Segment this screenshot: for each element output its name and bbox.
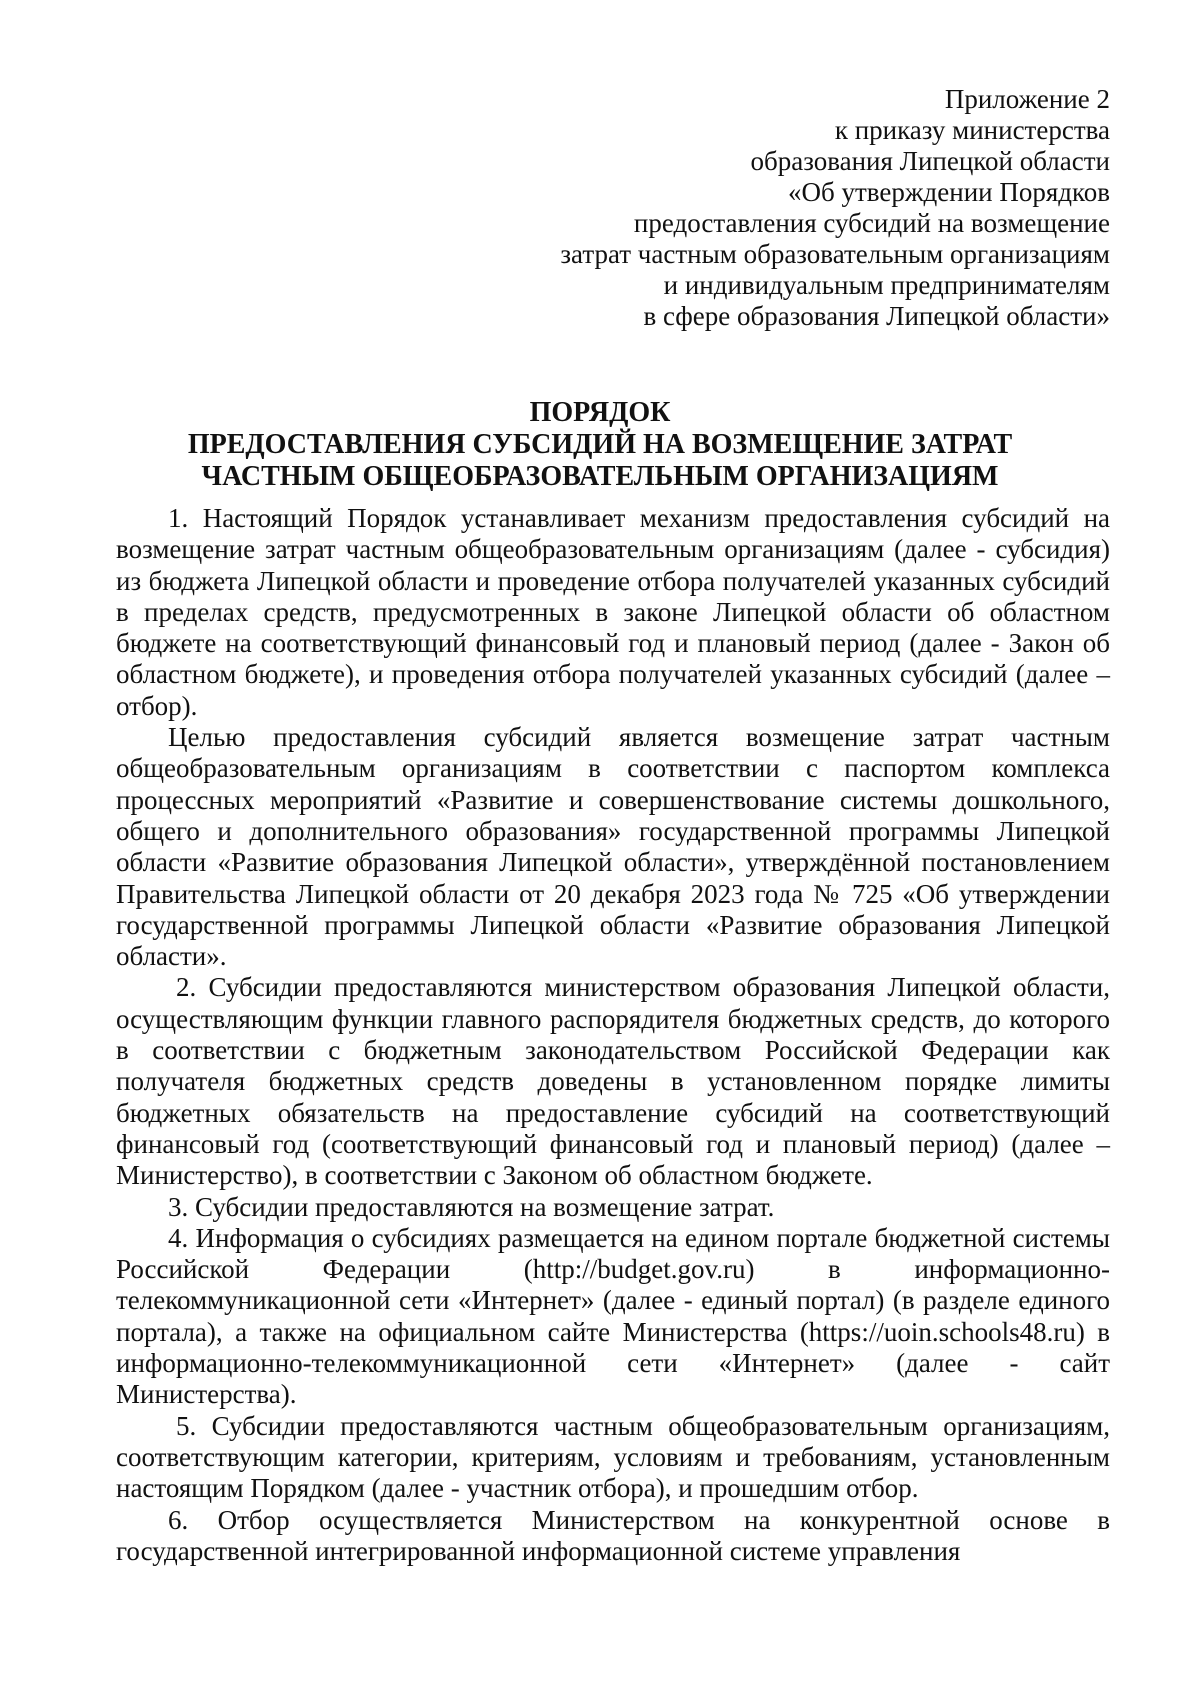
appendix-line: в сфере образования Липецкой области»	[643, 301, 1110, 331]
appendix-line: затрат частным образовательным организациям	[560, 239, 1110, 269]
appendix-line: к приказу министерства	[834, 115, 1110, 145]
appendix-line: предоставления субсидий на возмещение	[633, 208, 1110, 238]
document-body	[116, 503, 1110, 1567]
appendix-line: Приложение 2	[944, 84, 1110, 114]
appendix-line: образования Липецкой области	[750, 146, 1110, 176]
title-line: ЧАСТНЫМ ОБЩЕОБРАЗОВАТЕЛЬНЫМ ОРГАНИЗАЦИЯМ	[201, 461, 999, 492]
paragraph-5: 5. Субсидии предоставляются частным общеобразовательным организациям, соответствующим категории, критериям, условиям и требованиям, установленным настоящим Порядком (далее - участник отбора), и прошедшим отбор.	[116, 1410, 1110, 1504]
title-line: ПОРЯДОК	[529, 397, 671, 428]
paragraph-6: 6. Отбор осуществляется Министерством на конкурентной основе в государственной интегрированной информационной системе управления	[116, 1504, 1110, 1566]
appendix-line: и индивидуальным предпринимателям	[663, 270, 1110, 300]
paragraph-3: 3. Субсидии предоставляются на возмещение затрат.	[168, 1191, 775, 1222]
title-line: ПРЕДОСТАВЛЕНИЯ СУБСИДИЙ НА ВОЗМЕЩЕНИЕ ЗАТРАТ	[187, 429, 1013, 460]
paragraph-1: 1. Настоящий Порядок устанавливает механизм предоставления субсидий на возмещение затрат частным общеобразовательным организациям (далее - субсидия) из бюджета Липецкой области и проведение отбора получателей указанных субсидий в пределах средств, предусмотренных в законе Липецкой области об областном бюджете на соответствующий финансовый год и плановый период (далее - Закон об областном бюджете), и проведения отбора получателей указанных субсидий (далее – отбор).	[116, 503, 1110, 721]
document-title	[90, 397, 1110, 493]
paragraph-goal: Целью предоставления субсидий является возмещение затрат частным общеобразовательным организациям в соответствии с паспортом комплекса процессных мероприятий «Развитие и совершенствование системы дошкольного, общего и дополнительного образования» государственной программы Липецкой области «Развитие образования Липецкой области», утверждённой постановлением Правительства Липецкой области от 20 декабря 2023 года № 725 «Об утверждении государственной программы Липецкой области «Развитие образования Липецкой области».	[116, 722, 1110, 972]
appendix-line: «Об утверждении Порядков	[788, 177, 1110, 207]
paragraph-4: 4. Информация о субсидиях размещается на едином портале бюджетной системы Российской Федерации (http://budget.gov.ru) в информационно-телекоммуникационной сети «Интернет» (далее - единый портал) (в разделе единого портала), а также на официальном сайте Министерства (https://uoin.schools48.ru) в информационно-телекоммуникационной сети «Интернет» (далее - сайт Министерства).	[116, 1222, 1110, 1410]
paragraph-2: 2. Субсидии предоставляются министерством образования Липецкой области, осуществляющим функции главного распорядителя бюджетных средств, до которого в соответствии с бюджетным законодательством Российской Федерации как получателя бюджетных средств доведены в установленном порядке лимиты бюджетных обязательств на предоставление субсидий на соответствующий финансовый год (соответствующий финансовый год и плановый период) (далее – Министерство), в соответствии с Законом об областном бюджете.	[116, 972, 1110, 1191]
appendix-header	[410, 84, 1110, 332]
